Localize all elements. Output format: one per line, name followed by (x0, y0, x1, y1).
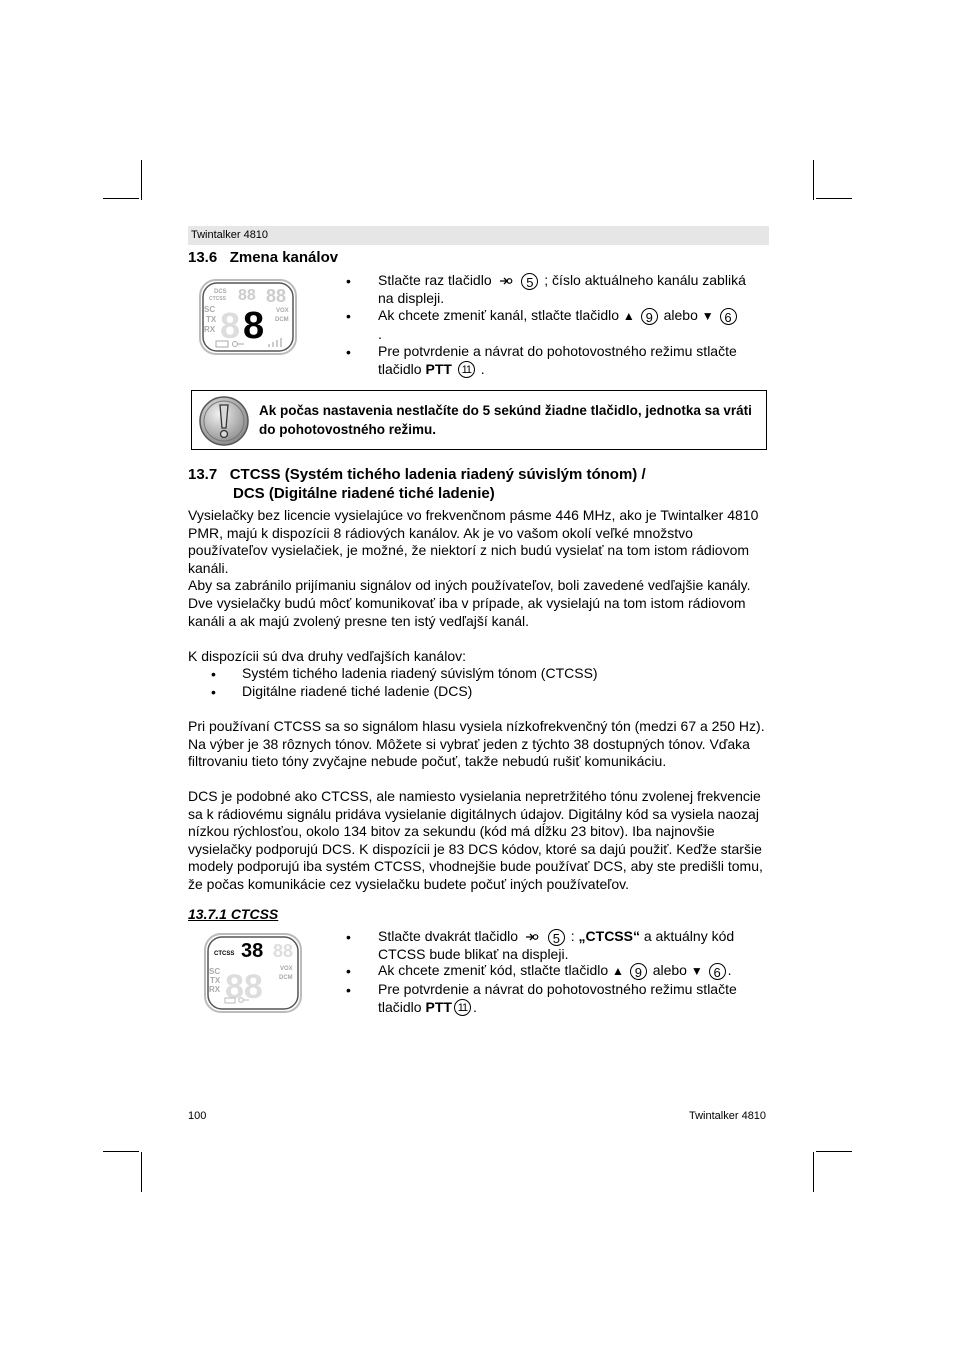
lcd-ghost-digits: 88 (225, 968, 263, 1006)
lcd-label-ctcss: CTCSS (214, 951, 235, 957)
lcd-label-vox: VOX (280, 966, 293, 972)
up-arrow-icon: ▲ (612, 964, 624, 978)
lcd-label-ctcss: CTCSS (209, 296, 226, 302)
lcd-label-rx: RX (209, 985, 221, 994)
button-ref-11: 11 (454, 999, 471, 1016)
lcd-top-digits: 88 (238, 287, 256, 304)
running-header (188, 226, 769, 245)
bullet: • (346, 929, 351, 945)
list-intro: K dispozícii sú dva druhy vedľajších kanálov: (188, 648, 467, 664)
lcd-ctcss-code: 38 (241, 940, 264, 962)
lcd-label-dcm: DCM (279, 975, 293, 981)
ctcss-instruction-2: Ak chcete zmeniť kód, stlačte tlačidlo ▲ 9 alebo ▼ 6 . (378, 962, 732, 980)
lcd-label-rx: RX (204, 325, 216, 334)
lcd-label-tx: TX (206, 315, 217, 324)
button-ref-11: 11 (458, 361, 475, 378)
running-title: Twintalker 4810 (191, 229, 269, 241)
section-heading-13-7-line1: 13.7 CTCSS (Systém tichého ladenia riadený súvislým tónom) / (188, 466, 646, 483)
paragraph-1: Vysielačky bez licencie vysielajúce vo frekvenčnom pásme 446 MHz, ako je Twintalker 4810 PMR, majú k dispozícii 8 rádiových kanálov. Ak je vo vašom okolí veľké množstvo používateľov vysielačiek, je možné, že niektorí z nich budú vysielať na tom istom rádiovom kanáli. Aby sa zabránilo prijímaniu signálov od iných používateľov, boli zavedené vedľajšie kanály. Dve vysielačky budú môcť komunikovať iba v prípade, ak vysielajú na tom istom rádiovom kanáli a ak majú zvolený presne ten istý vedľajší kanál. (188, 507, 759, 629)
instruction-1: Stlačte raz tlačidlo 5 ; číslo aktuálneho kanálu zabliká na displeji. (378, 272, 746, 306)
crop-mark (141, 160, 142, 200)
crop-mark (816, 198, 852, 199)
lcd-label-sc: SC (209, 967, 221, 976)
button-ref-9: 9 (641, 308, 658, 325)
lcd-small-digits: 88 (266, 286, 287, 306)
down-arrow-icon: ▼ (690, 964, 703, 978)
lcd-ctcss-display-image (203, 932, 303, 1014)
signal-icon (268, 338, 282, 347)
bullet: • (346, 344, 351, 360)
list-item: Digitálne riadené tiché ladenie (DCS) (242, 683, 473, 699)
section-heading-13-6: 13.6 Zmena kanálov (188, 249, 339, 266)
button-ref-5: 5 (521, 273, 538, 290)
warning-icon (198, 395, 250, 447)
bullet: • (211, 684, 216, 700)
button-ref-9: 9 (630, 963, 647, 980)
paragraph-2: Pri používaní CTCSS sa so signálom hlasu vysiela nízkofrekvenčný tón (medzi 67 a 250 Hz). Na výber je 38 rôznych tónov. Môžete si vybrať jeden z týchto 38 dostupných tónov. Vďaka filtrovaniu tieto tóny zvyčajne nebude počuť, takže nebudú rušiť komunikáciu. (188, 718, 765, 770)
button-ref-5: 5 (548, 929, 565, 946)
crop-mark (816, 1151, 852, 1152)
up-arrow-icon: ▲ (622, 309, 635, 323)
button-ref-6: 6 (720, 308, 737, 325)
paragraph-3: DCS je podobné ako CTCSS, ale namiesto vysielania nepretržitého tónu zvolenej frekvencie sa k rádiovému signálu pridáva vysielanie digitálnych údajov. Digitálny kód sa vysiela naozaj nízkou rýchlosťou, okolo 134 bitov za sekundu (kód má dĺžku 23 bitov). Iba najnovšie vysielačky podporujú DCS. K dispozícii je 83 DCS kódov, ktoré sa dajú použiť. Keďže staršie modely podporujú iba systém CTCSS, vhodnejšie bude používať DCS, aby ste predišli tomu, že počas komunikácie cez vysielačku budete počuť iných používateľov. (188, 788, 763, 892)
ctcss-instruction-1: Stlačte dvakrát tlačidlo 5 : „CTCSS“ a aktuálny kód CTCSS bude blikať na displeji. (378, 928, 735, 962)
list-item: Systém tichého ladenia riadený súvislým tónom (CTCSS) (242, 665, 598, 681)
lcd-label-dcs: DCS (214, 289, 227, 295)
section-heading-13-7-line2: DCS (Digitálne riadené tiché ladenie) (233, 485, 495, 502)
bullet: • (346, 308, 351, 324)
section-heading-13-7-1: 13.7.1 CTCSS (188, 906, 279, 922)
lcd-label-tx: TX (210, 976, 221, 985)
crop-mark (103, 198, 139, 199)
bullet: • (346, 273, 351, 289)
menu-button-icon (499, 275, 513, 287)
crop-mark (141, 1152, 142, 1192)
button-ref-6: 6 (709, 963, 726, 980)
crop-mark (813, 160, 814, 200)
instruction-3: Pre potvrdenie a návrat do pohotovostného režimu stlačte tlačidlo PTT 11 . (378, 343, 737, 377)
menu-button-icon (525, 931, 539, 943)
bullet: • (346, 982, 351, 998)
bullet: • (346, 963, 351, 979)
instruction-2: Ak chcete zmeniť kanál, stlačte tlačidlo ▲ 9 alebo ▼ 6 . (378, 307, 768, 343)
footer-title: Twintalker 4810 (689, 1110, 767, 1122)
bullet: • (211, 666, 216, 682)
lcd-label-sc: SC (204, 305, 216, 314)
lcd-display-image (198, 278, 300, 358)
lcd-ghost-digit: 8 (220, 305, 241, 346)
page-number: 100 (188, 1110, 207, 1122)
ctcss-instruction-3: Pre potvrdenie a návrat do pohotovostného režimu stlačte tlačidlo PTT 11 . (378, 981, 737, 1015)
lcd-label-dcm: DCM (275, 317, 289, 323)
lcd-label-vox: VOX (276, 308, 289, 314)
note-text: Ak počas nastavenia nestlačíte do 5 sekúnd žiadne tlačidlo, jednotka sa vráti do pohotovostného režimu. (259, 403, 752, 437)
lcd-channel-digit: 8 (243, 305, 265, 347)
down-arrow-icon: ▼ (701, 309, 714, 323)
crop-mark (813, 1152, 814, 1192)
crop-mark (103, 1151, 139, 1152)
svg-text:88: 88 (273, 941, 294, 961)
